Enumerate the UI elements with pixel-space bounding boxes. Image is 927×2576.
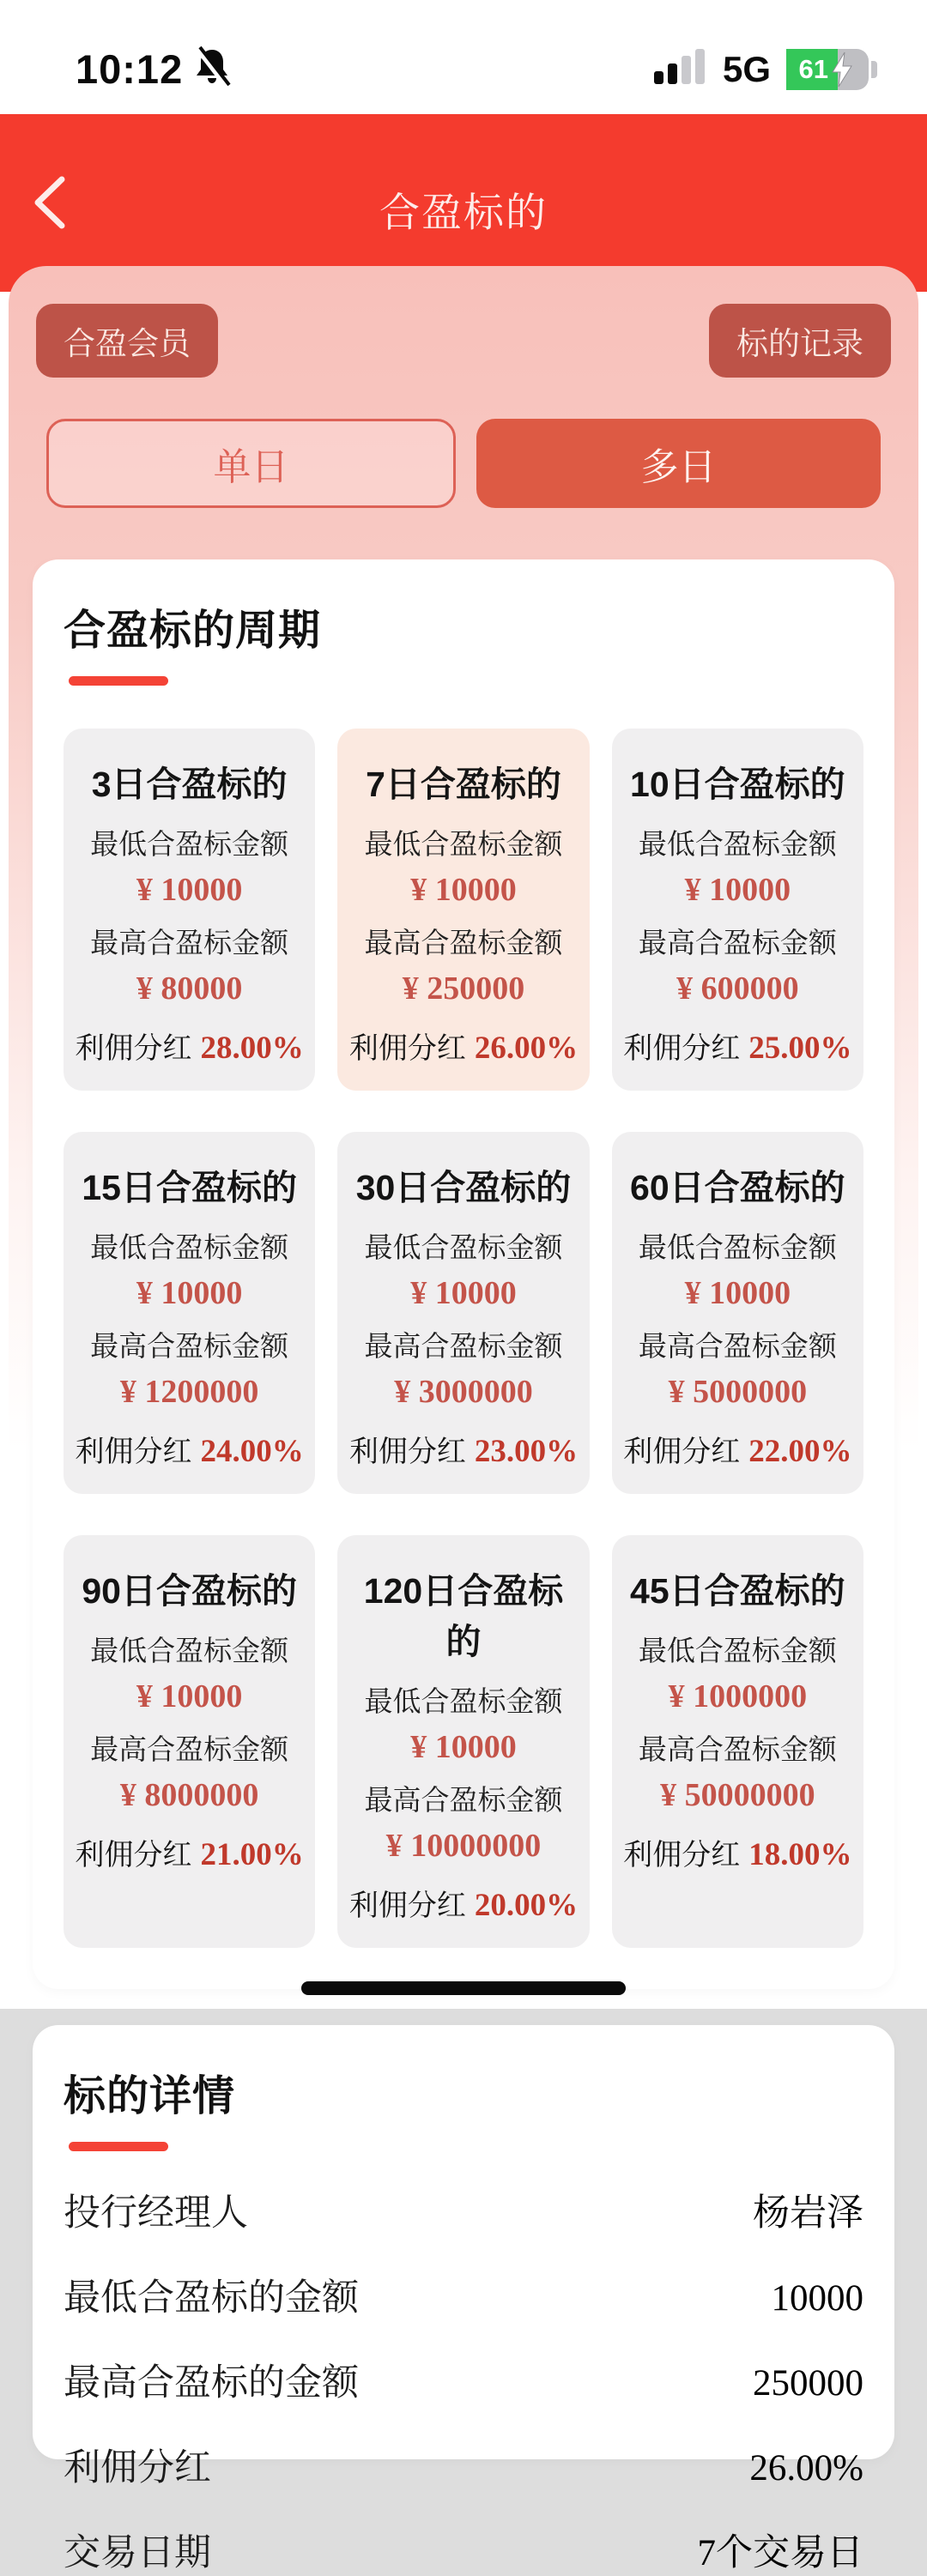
detail-row-trade-days: 交易日期 7个交易日 bbox=[64, 2532, 863, 2573]
home-indicator[interactable] bbox=[301, 1981, 626, 1995]
quick-links-row bbox=[36, 304, 891, 378]
period-card-60d[interactable]: 60日合盈标的 最低合盈标金额 ¥ 10000 最高合盈标金额 ¥ 5000000 利佣分红 22.00% bbox=[612, 1132, 863, 1494]
period-card-90d[interactable]: 90日合盈标的 最低合盈标金额 ¥ 10000 最高合盈标金额 ¥ 8000000 利佣分红 21.00% bbox=[64, 1535, 315, 1948]
battery-icon bbox=[786, 49, 877, 90]
period-grid bbox=[64, 729, 863, 1948]
period-card-30d[interactable]: 30日合盈标的 最低合盈标金额 ¥ 10000 最高合盈标金额 ¥ 3000000 利佣分红 23.00% bbox=[337, 1132, 589, 1494]
day-mode-tabs bbox=[46, 419, 881, 508]
period-card-120d[interactable]: 120日合盈标的 最低合盈标金额 ¥ 10000 最高合盈标金额 ¥ 10000000 利佣分红 20.00% bbox=[337, 1535, 589, 1948]
nav-header bbox=[0, 114, 927, 292]
detail-section-title: 标的详情 bbox=[64, 2073, 236, 2119]
period-card-45d[interactable]: 45日合盈标的 最低合盈标金额 ¥ 1000000 最高合盈标金额 ¥ 50000000 利佣分红 18.00% bbox=[612, 1535, 863, 1948]
content-panel bbox=[9, 266, 918, 2573]
tab-multi-day[interactable]: 多日 bbox=[476, 419, 881, 508]
signal-bars-icon bbox=[654, 49, 707, 89]
clock: 10:12 bbox=[76, 46, 184, 92]
detail-rows bbox=[64, 2184, 863, 2576]
battery-percent-label: 61 bbox=[798, 53, 828, 84]
cycle-section-card bbox=[33, 559, 894, 1989]
network-type-label: 5G bbox=[722, 48, 771, 89]
detail-row-min-amount: 最低合盈标的金额 10000 bbox=[64, 2277, 863, 2319]
period-card-15d[interactable]: 15日合盈标的 最低合盈标金额 ¥ 10000 最高合盈标金额 ¥ 1200000 利佣分红 24.00% bbox=[64, 1132, 315, 1494]
detail-section-card bbox=[33, 2025, 894, 2573]
detail-row-dividend: 利佣分红 26.00% bbox=[64, 2447, 863, 2488]
title-underline bbox=[69, 2142, 168, 2151]
cycle-section-title: 合盈标的周期 bbox=[64, 608, 322, 654]
page-title: 合盈标的 bbox=[379, 190, 548, 235]
charging-bolt-icon bbox=[831, 52, 853, 91]
detail-row-max-amount: 最高合盈标的金额 250000 bbox=[64, 2362, 863, 2404]
detail-row-manager: 投行经理人 杨岩泽 bbox=[64, 2192, 863, 2234]
title-underline bbox=[69, 676, 168, 686]
period-card-3d[interactable]: 3日合盈标的 最低合盈标金额 ¥ 10000 最高合盈标金额 ¥ 80000 利佣分红 28.00% bbox=[64, 729, 315, 1091]
period-card-7d[interactable]: 7日合盈标的 最低合盈标金额 ¥ 10000 最高合盈标金额 ¥ 250000 利佣分红 26.00% bbox=[337, 729, 589, 1091]
member-button[interactable]: 合盈会员 bbox=[36, 304, 218, 378]
status-bar bbox=[0, 0, 927, 114]
records-button[interactable]: 标的记录 bbox=[709, 304, 891, 378]
mute-bell-icon bbox=[193, 46, 231, 92]
tab-single-day[interactable]: 单日 bbox=[46, 419, 456, 508]
period-card-10d[interactable]: 10日合盈标的 最低合盈标金额 ¥ 10000 最高合盈标金额 ¥ 600000 利佣分红 25.00% bbox=[612, 729, 863, 1091]
